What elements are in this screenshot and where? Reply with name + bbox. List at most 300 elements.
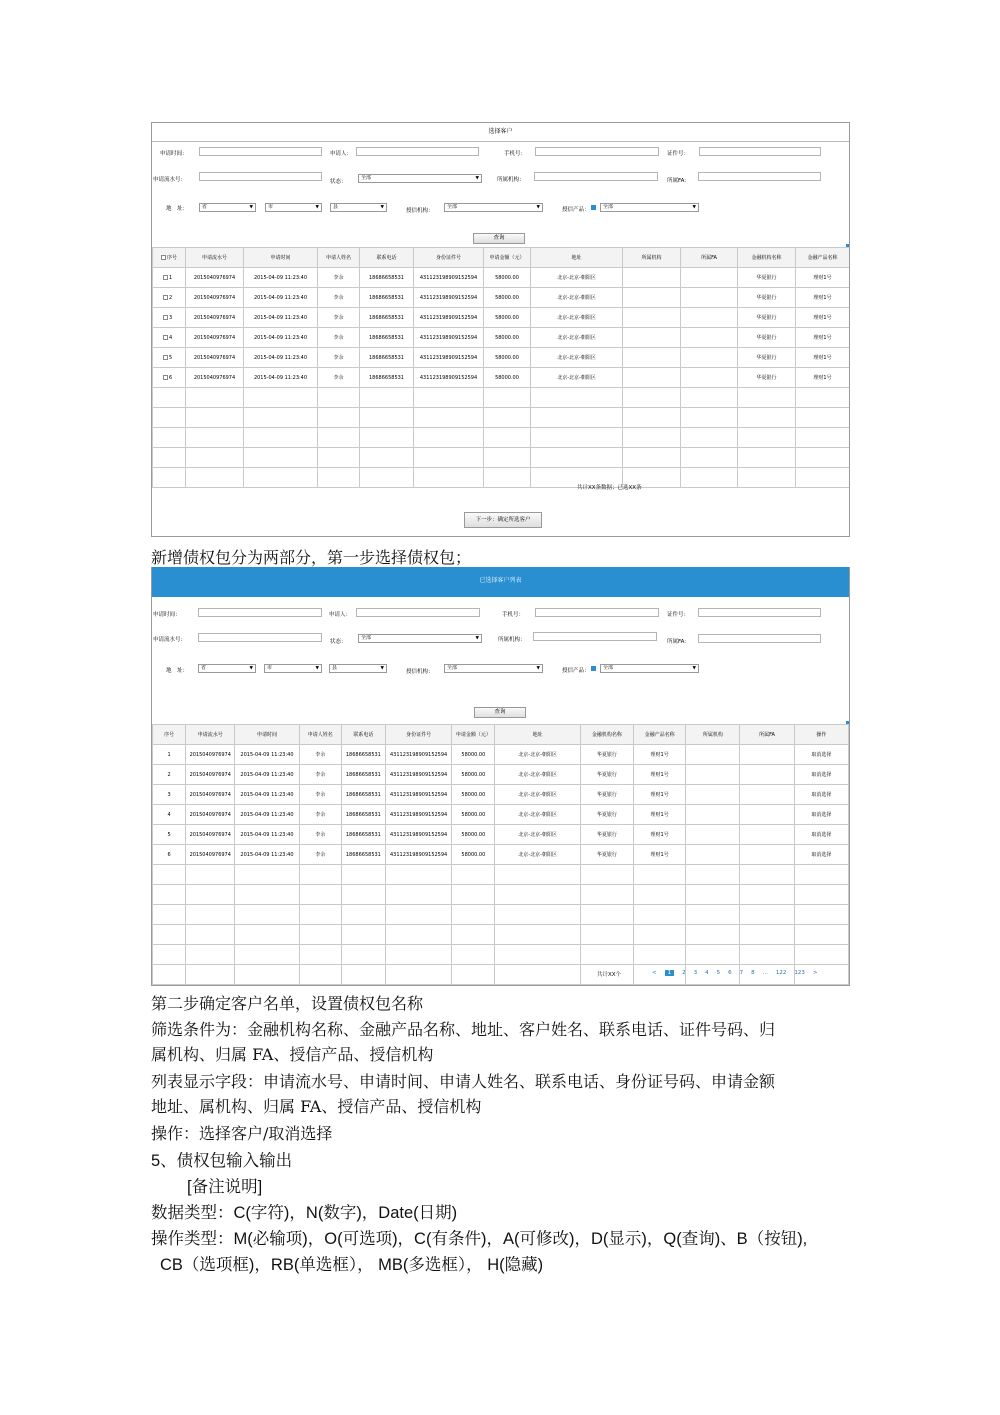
row-number: 5 xyxy=(169,354,173,361)
table-cell: 理财1号 xyxy=(634,805,686,825)
table-cell: 2015040976974 xyxy=(186,825,235,845)
table-cell xyxy=(686,925,740,945)
selected-customer-table xyxy=(152,724,849,985)
table-cell xyxy=(623,288,681,308)
column-header-label: 序号 xyxy=(166,255,177,261)
table-cell: 华夏银行 xyxy=(738,368,796,388)
table-cell: 李余 xyxy=(299,805,341,825)
table-cell xyxy=(796,388,850,408)
table-cell: 华夏银行 xyxy=(580,765,633,785)
page-link[interactable]: 7 xyxy=(739,970,744,976)
table-cell: 431123198909152594 xyxy=(414,308,484,328)
table-cell xyxy=(452,865,495,885)
table-row[interactable] xyxy=(153,308,850,328)
select-all-checkbox[interactable] xyxy=(161,255,166,260)
page-link[interactable]: 5 xyxy=(716,970,721,976)
table-row[interactable] xyxy=(153,765,849,785)
table-cell xyxy=(495,885,580,905)
credit-product-select[interactable]: 全部 ▼ xyxy=(600,664,699,673)
column-header: 所属FA xyxy=(740,725,794,745)
paragraph-step-two: 第二步确定客户名单，设置债权包名称 xyxy=(151,994,424,1013)
table-cell: 2015-04-09 11:23:40 xyxy=(244,368,318,388)
table-cell xyxy=(686,845,740,865)
table-cell xyxy=(341,905,385,925)
column-header: 身份证件号 xyxy=(414,248,484,268)
column-header: 所属机构 xyxy=(686,725,740,745)
cancel-selection-link[interactable]: 取消选择 xyxy=(794,765,848,785)
county-select[interactable]: 县 ▼ xyxy=(329,664,387,673)
table-cell xyxy=(318,428,360,448)
query-button[interactable]: 查询 xyxy=(474,707,526,718)
column-header: 序号 xyxy=(153,725,186,745)
chevron-down-icon: ▼ xyxy=(536,666,540,671)
table-cell xyxy=(318,468,360,488)
cancel-selection-link[interactable]: 取消选择 xyxy=(794,805,848,825)
table-cell: 2015-04-09 11:23:40 xyxy=(244,328,318,348)
chevron-down-icon: ▼ xyxy=(692,666,696,671)
table-cell xyxy=(186,468,244,488)
table-cell: 理财1号 xyxy=(796,328,850,348)
column-header: 金融产品名称 xyxy=(796,248,850,268)
table-row[interactable] xyxy=(153,745,849,765)
applicant-input[interactable] xyxy=(356,608,480,617)
table-cell: 北京-北京-朝阳区 xyxy=(495,745,580,765)
row-number: 1 xyxy=(169,274,173,281)
table-cell: 李余 xyxy=(318,328,360,348)
credit-product-select[interactable]: 全部 ▼ xyxy=(600,203,699,212)
column-header: 身份证件号 xyxy=(385,725,451,745)
operation-types-line: 操作类型：M(必输项)，O(可选项)，C(有条件)，A(可修改)，D(显示)，Q(查询)、B（按钮), xyxy=(151,1230,808,1248)
table-cell: 58000.00 xyxy=(484,308,531,328)
column-header: 申请金额（元） xyxy=(452,725,495,745)
table-cell: 6 xyxy=(153,845,186,865)
table-cell xyxy=(794,885,848,905)
column-header: 金融产品名称 xyxy=(634,725,686,745)
table-cell xyxy=(235,885,299,905)
paragraph-filter-conditions-cont: 属机构、归属 FA、授信产品、授信机构 xyxy=(151,1045,434,1064)
table-cell: 2015040976974 xyxy=(186,268,244,288)
table-cell xyxy=(186,408,244,428)
apply-time-input[interactable] xyxy=(199,147,322,156)
table-cell xyxy=(796,408,850,428)
table-cell xyxy=(153,965,186,985)
table-cell xyxy=(299,945,341,965)
table-cell xyxy=(681,388,738,408)
table-cell: 李余 xyxy=(299,845,341,865)
table-cell xyxy=(686,785,740,805)
table-cell xyxy=(341,965,385,985)
table-cell xyxy=(318,408,360,428)
table-cell: 18686658531 xyxy=(360,348,414,368)
query-button[interactable]: 查询 xyxy=(473,233,525,244)
table-cell xyxy=(244,388,318,408)
panel-title: 选择客户 xyxy=(152,123,849,142)
column-header: 申请流水号 xyxy=(186,725,235,745)
table-cell: 李余 xyxy=(299,765,341,785)
serial-label: 申请流水号： xyxy=(153,177,187,183)
table-cell: 华夏银行 xyxy=(738,268,796,288)
table-cell xyxy=(153,288,186,308)
row-checkbox[interactable] xyxy=(163,295,168,300)
table-cell: 2015-04-09 11:23:40 xyxy=(235,745,299,765)
table-cell xyxy=(153,308,186,328)
table-cell xyxy=(740,885,794,905)
page-link[interactable]: 3 xyxy=(693,970,698,976)
credit-org-select[interactable]: 全部 ▼ xyxy=(444,203,543,212)
table-cell: 2015040976974 xyxy=(186,805,235,825)
paragraph-filter-conditions: 筛选条件为：金融机构名称、金融产品名称、地址、客户姓名、联系电话、证件号码、归 xyxy=(151,1020,776,1039)
table-cell xyxy=(244,408,318,428)
status-select[interactable]: 全部 ▼ xyxy=(358,634,482,643)
county-select[interactable]: 县 ▼ xyxy=(330,203,387,212)
next-page-button[interactable]: > xyxy=(812,970,818,976)
cancel-selection-link[interactable]: 取消选择 xyxy=(794,825,848,845)
cancel-selection-link[interactable]: 取消选择 xyxy=(794,785,848,805)
table-cell xyxy=(686,805,740,825)
table-cell xyxy=(623,308,681,328)
id-no-input[interactable] xyxy=(699,147,821,156)
page-link[interactable]: 8 xyxy=(751,970,755,976)
table-cell: 2015-04-09 11:23:40 xyxy=(235,785,299,805)
table-cell: 北京-北京-朝阳区 xyxy=(531,268,623,288)
table-cell xyxy=(738,388,796,408)
table-cell xyxy=(531,408,623,428)
page-link[interactable]: 122 xyxy=(775,970,787,976)
prev-page-button[interactable]: < xyxy=(652,970,657,976)
page-link[interactable]: 4 xyxy=(705,970,709,976)
empty-row xyxy=(153,925,849,945)
province-select[interactable]: 省 ▼ xyxy=(199,203,256,212)
column-header: 申请人姓名 xyxy=(299,725,341,745)
table-cell: 李余 xyxy=(318,268,360,288)
province-select[interactable]: 省 ▼ xyxy=(198,664,256,673)
status-label: 状态： xyxy=(330,639,347,645)
table-cell xyxy=(244,468,318,488)
table-cell xyxy=(299,965,341,985)
page-link[interactable]: 2 xyxy=(682,970,686,976)
city-select[interactable]: 市 ▼ xyxy=(265,203,322,212)
table-cell xyxy=(796,428,850,448)
table-row[interactable] xyxy=(153,268,850,288)
table-row[interactable] xyxy=(153,805,849,825)
table-cell: 理财1号 xyxy=(634,745,686,765)
page-link[interactable]: 6 xyxy=(728,970,732,976)
table-cell: 431123198909152594 xyxy=(414,348,484,368)
empty-row xyxy=(153,408,850,428)
table-cell xyxy=(681,308,738,328)
table-cell xyxy=(686,945,740,965)
table-cell xyxy=(153,885,186,905)
table-cell: 2015040976974 xyxy=(186,308,244,328)
status-select[interactable]: 全部 ▼ xyxy=(358,174,482,183)
table-cell xyxy=(740,865,794,885)
column-header: 金融机构名称 xyxy=(580,725,633,745)
table-cell: 18686658531 xyxy=(341,785,385,805)
table-cell xyxy=(414,388,484,408)
table-cell xyxy=(738,408,796,428)
table-cell: 431123198909152594 xyxy=(385,785,451,805)
table-cell: 58000.00 xyxy=(452,785,495,805)
serial-input[interactable] xyxy=(198,633,322,642)
page-link[interactable]: 1 xyxy=(665,970,675,976)
table-cell: 华夏银行 xyxy=(580,845,633,865)
operation-types-line-cont: CB（选项框)，RB(单选框）， MB(多选框）， H(隐藏) xyxy=(160,1256,544,1274)
row-number: 2 xyxy=(169,294,173,301)
table-cell xyxy=(484,408,531,428)
table-cell: 2015040976974 xyxy=(186,765,235,785)
table-cell xyxy=(153,408,186,428)
table-cell xyxy=(681,448,738,468)
table-cell: 李余 xyxy=(299,785,341,805)
table-cell: 李余 xyxy=(299,745,341,765)
table-cell: 2015-04-09 11:23:40 xyxy=(235,765,299,785)
column-header: 地址 xyxy=(495,725,580,745)
table-cell xyxy=(738,448,796,468)
table-cell: 58000.00 xyxy=(484,288,531,308)
table-cell xyxy=(299,905,341,925)
table-cell xyxy=(531,428,623,448)
chevron-down-icon: ▼ xyxy=(692,205,696,210)
table-cell: 18686658531 xyxy=(360,368,414,388)
org-label: 所属机构： xyxy=(498,637,526,643)
table-cell: 431123198909152594 xyxy=(385,805,451,825)
table-cell xyxy=(495,965,580,985)
phone-input[interactable] xyxy=(535,608,659,617)
table-cell: 理财1号 xyxy=(796,368,850,388)
table-cell xyxy=(794,905,848,925)
table-cell xyxy=(244,448,318,468)
table-cell xyxy=(796,448,850,468)
table-cell: 2015040976974 xyxy=(186,368,244,388)
help-icon[interactable] xyxy=(591,205,596,210)
table-row[interactable] xyxy=(153,368,850,388)
table-cell xyxy=(360,468,414,488)
org-input[interactable] xyxy=(533,632,657,641)
table-cell xyxy=(531,388,623,408)
table-cell xyxy=(738,468,796,488)
empty-row xyxy=(153,468,850,488)
table-cell xyxy=(634,885,686,905)
table-cell xyxy=(623,368,681,388)
column-header: 申请时间 xyxy=(244,248,318,268)
empty-row xyxy=(153,885,849,905)
select-customer-panel xyxy=(151,122,850,537)
empty-row xyxy=(153,388,850,408)
table-cell: 58000.00 xyxy=(484,328,531,348)
table-cell: 2015040976974 xyxy=(186,348,244,368)
table-cell: 2015040976974 xyxy=(186,745,235,765)
table-cell xyxy=(244,428,318,448)
table-cell: 北京-北京-朝阳区 xyxy=(531,288,623,308)
table-cell: 2015-04-09 11:23:40 xyxy=(244,348,318,368)
chevron-down-icon: ▼ xyxy=(249,205,253,210)
table-cell: 北京-北京-朝阳区 xyxy=(495,825,580,845)
org-input[interactable] xyxy=(534,172,658,181)
table-cell xyxy=(153,945,186,965)
table-cell xyxy=(186,925,235,945)
table-row[interactable] xyxy=(153,328,850,348)
cancel-selection-link[interactable]: 取消选择 xyxy=(794,745,848,765)
applicant-input[interactable] xyxy=(356,147,479,156)
id-no-input[interactable] xyxy=(698,608,821,617)
row-number: 4 xyxy=(169,334,173,341)
table-cell xyxy=(341,925,385,945)
credit-product-label: 授信产品： xyxy=(562,205,596,213)
table-cell xyxy=(623,428,681,448)
help-icon[interactable] xyxy=(591,666,596,671)
column-header xyxy=(153,248,186,268)
table-cell: 北京-北京-朝阳区 xyxy=(531,348,623,368)
table-cell xyxy=(740,805,794,825)
resize-handle[interactable] xyxy=(846,244,849,247)
table-cell xyxy=(235,925,299,945)
row-number: 3 xyxy=(169,314,173,321)
table-cell: 2015-04-09 11:23:40 xyxy=(235,845,299,865)
table-cell: 18686658531 xyxy=(341,745,385,765)
table-cell xyxy=(681,468,738,488)
table-cell: 李余 xyxy=(318,308,360,328)
column-header: 所属FA xyxy=(681,248,738,268)
table-cell xyxy=(740,925,794,945)
table-cell: 理财1号 xyxy=(796,288,850,308)
table-cell: 李余 xyxy=(299,825,341,845)
table-cell: 理财1号 xyxy=(796,308,850,328)
table-cell xyxy=(186,448,244,468)
table-cell xyxy=(153,905,186,925)
table-cell xyxy=(686,825,740,845)
table-row[interactable] xyxy=(153,845,849,865)
table-cell: 理财1号 xyxy=(796,268,850,288)
fa-label: 所属FA： xyxy=(667,639,690,645)
table-cell: 北京-北京-朝阳区 xyxy=(495,765,580,785)
table-cell xyxy=(794,945,848,965)
table-cell: 北京-北京-朝阳区 xyxy=(495,805,580,825)
table-cell: 华夏银行 xyxy=(738,328,796,348)
table-cell xyxy=(794,925,848,945)
table-cell xyxy=(341,945,385,965)
row-checkbox[interactable] xyxy=(163,335,168,340)
phone-input[interactable] xyxy=(535,147,659,156)
table-cell: 2015040976974 xyxy=(186,288,244,308)
table-cell xyxy=(686,865,740,885)
org-label: 所属机构： xyxy=(497,177,525,183)
row-checkbox[interactable] xyxy=(163,275,168,280)
fa-input[interactable] xyxy=(698,172,821,181)
empty-row xyxy=(153,905,849,925)
row-checkbox[interactable] xyxy=(163,315,168,320)
table-cell xyxy=(414,468,484,488)
table-cell: 431123198909152594 xyxy=(414,268,484,288)
empty-row xyxy=(153,448,850,468)
table-cell: 2015-04-09 11:23:40 xyxy=(244,288,318,308)
table-row[interactable] xyxy=(153,825,849,845)
column-header: 申请人姓名 xyxy=(318,248,360,268)
column-header: 所属机构 xyxy=(623,248,681,268)
table-cell xyxy=(153,268,186,288)
city-select[interactable]: 市 ▼ xyxy=(264,664,322,673)
row-checkbox[interactable] xyxy=(163,355,168,360)
table-row[interactable] xyxy=(153,785,849,805)
table-cell: 431123198909152594 xyxy=(414,368,484,388)
table-cell xyxy=(580,925,633,945)
table-cell: 3 xyxy=(153,785,186,805)
table-cell: 2015040976974 xyxy=(186,328,244,348)
table-cell xyxy=(681,268,738,288)
table-cell xyxy=(634,945,686,965)
table-cell: 58000.00 xyxy=(452,825,495,845)
table-cell xyxy=(580,865,633,885)
table-row[interactable] xyxy=(153,288,850,308)
table-cell xyxy=(740,785,794,805)
id-no-label: 证件号： xyxy=(667,151,690,157)
table-cell: 华夏银行 xyxy=(738,288,796,308)
table-cell xyxy=(153,428,186,448)
table-cell xyxy=(318,388,360,408)
serial-input[interactable] xyxy=(199,172,322,181)
table-cell xyxy=(186,905,235,925)
cancel-selection-link[interactable]: 取消选择 xyxy=(794,845,848,865)
table-cell xyxy=(385,965,451,985)
table-cell: 北京-北京-朝阳区 xyxy=(531,368,623,388)
table-cell xyxy=(495,905,580,925)
table-cell xyxy=(299,925,341,945)
table-cell xyxy=(360,408,414,428)
table-cell xyxy=(623,348,681,368)
row-checkbox[interactable] xyxy=(163,375,168,380)
table-cell xyxy=(186,885,235,905)
fa-input[interactable] xyxy=(698,634,821,643)
table-cell xyxy=(299,885,341,905)
row-number: 6 xyxy=(169,374,173,381)
chevron-down-icon: ▼ xyxy=(249,666,253,671)
table-cell xyxy=(318,448,360,468)
table-cell: 431123198909152594 xyxy=(414,328,484,348)
column-header: 联系电话 xyxy=(360,248,414,268)
column-header: 申请流水号 xyxy=(186,248,244,268)
column-header: 地址 xyxy=(531,248,623,268)
table-row[interactable] xyxy=(153,348,850,368)
credit-org-select[interactable]: 全部 ▼ xyxy=(444,664,543,673)
next-step-button[interactable]: 下一步：确定所选客户 xyxy=(464,512,542,528)
table-cell xyxy=(681,328,738,348)
page-ellipsis: ... xyxy=(762,970,768,976)
table-cell xyxy=(414,428,484,448)
table-cell xyxy=(186,965,235,985)
table-cell xyxy=(452,905,495,925)
empty-row xyxy=(153,428,850,448)
table-cell xyxy=(634,865,686,885)
table-cell: 华夏银行 xyxy=(580,825,633,845)
caption-step-one: 新增债权包分为两部分，第一步选择债权包； xyxy=(151,548,472,567)
column-header: 金融机构名称 xyxy=(738,248,796,268)
table-cell xyxy=(740,845,794,865)
table-cell xyxy=(623,388,681,408)
apply-time-input[interactable] xyxy=(198,608,322,617)
table-cell xyxy=(740,745,794,765)
table-cell: 北京-北京-朝阳区 xyxy=(495,845,580,865)
page-link[interactable]: 123 xyxy=(794,970,805,976)
table-cell: 58000.00 xyxy=(452,745,495,765)
table-cell: 华夏银行 xyxy=(580,785,633,805)
table-cell xyxy=(385,945,451,965)
table-cell: 4 xyxy=(153,805,186,825)
table-cell: 2 xyxy=(153,765,186,785)
paragraph-list-fields: 列表显示字段：申请流水号、申请时间、申请人姓名、联系电话、身份证号码、申请金额 xyxy=(151,1072,776,1091)
table-cell: 18686658531 xyxy=(360,288,414,308)
table-cell xyxy=(740,945,794,965)
resize-handle[interactable] xyxy=(846,721,849,724)
table-cell xyxy=(580,945,633,965)
